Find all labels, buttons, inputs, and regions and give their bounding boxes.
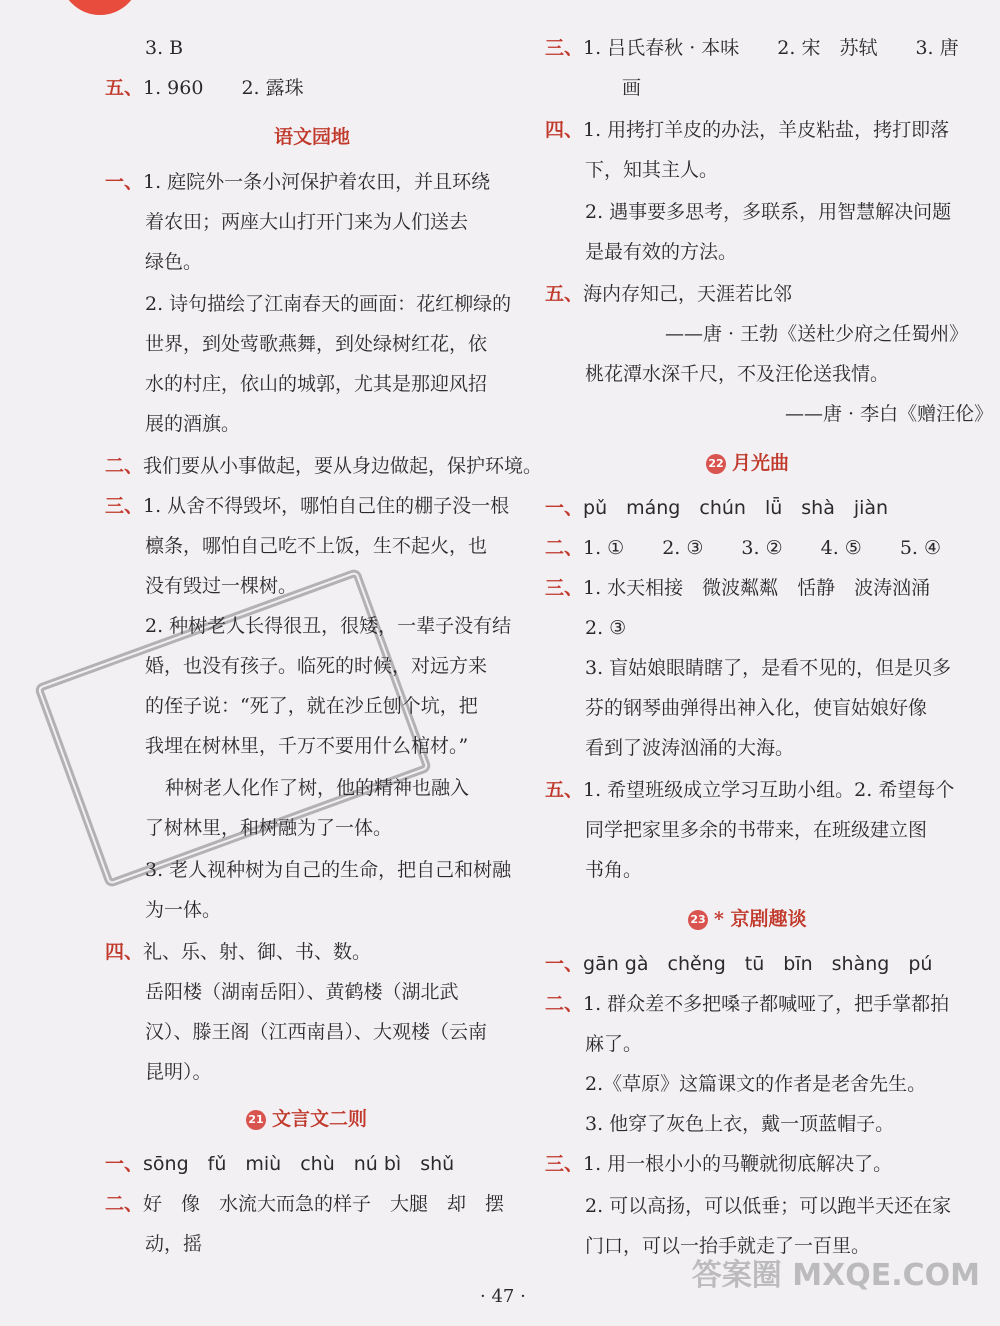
answer-line: 芬的钢琴曲弹得出神入化，使盲姑娘好像	[585, 697, 928, 719]
answer-line: 汉）、滕王阁（江西南昌）、大观楼（云南	[145, 1021, 488, 1043]
answer-line: 3. B	[145, 37, 184, 59]
section-number: 四、	[105, 941, 144, 963]
section-number: 三、	[545, 37, 584, 59]
answer-text: 1. 从舍不得毁坏，哪怕自己住的棚子没一根	[143, 495, 510, 517]
answer-line: 门口，可以一抬手就走了一百里。	[585, 1235, 871, 1257]
answer-line	[545, 776, 954, 804]
answer-line	[105, 1190, 504, 1218]
answer-line: 为一体。	[145, 899, 222, 921]
lesson-title: 月光曲	[732, 452, 790, 474]
answer-line: 书角。	[585, 859, 643, 881]
answer-line: 3. 盲姑娘眼睛瞎了，是看不见的，但是贝多	[585, 657, 952, 679]
answer-text: 海内存知己，天涯若比邻	[583, 283, 793, 305]
section-number: 二、	[545, 993, 584, 1015]
answer-line	[545, 34, 959, 62]
lesson-heading	[688, 904, 807, 931]
answer-line: 同学把家里多余的书带来，在班级建立图	[585, 819, 928, 841]
answer-line: 了树林里，和树融为了一体。	[145, 817, 393, 839]
lesson-number-badge: 22	[706, 454, 726, 474]
section-number: 三、	[545, 577, 584, 599]
answer-line	[105, 492, 509, 520]
section-number: 五、	[105, 77, 144, 99]
section-number: 二、	[545, 537, 584, 559]
section-number: 三、	[105, 495, 144, 517]
answer-line: 2. 诗句描绘了江南春天的画面：花红柳绿的	[145, 293, 512, 315]
answer-line: 下，知其主人。	[585, 159, 719, 181]
answer-text: 好 像 水流大而急的样子 大腿 却 摆	[143, 1193, 505, 1215]
answer-line: 2. 可以高扬，可以低垂；可以跑半天还在家	[585, 1195, 952, 1217]
answer-line: 世界，到处莺歌燕舞，到处绿树红花，依	[145, 333, 488, 355]
answer-line	[545, 116, 949, 144]
answer-line	[545, 280, 792, 308]
poem-citation: ——唐 · 王勃《送杜少府之任蜀州》	[665, 323, 969, 345]
pinyin-text: gān gà chěng tū bīn shàng pú	[583, 953, 933, 975]
answer-line: 画	[622, 77, 642, 99]
lesson-number-badge: 23	[688, 910, 708, 930]
lesson-heading	[706, 448, 789, 475]
answer-text: 1. 吕氏春秋 · 本味 2. 宋 苏轼 3. 唐	[583, 37, 959, 59]
answer-line	[545, 1150, 892, 1178]
page-number: · 47 ·	[480, 1286, 526, 1307]
answer-line: 看到了波涛汹涌的大海。	[585, 737, 795, 759]
section-number: 三、	[545, 1153, 584, 1175]
answer-line	[545, 950, 932, 978]
answer-line: 是最有效的方法。	[585, 241, 738, 263]
answer-line: 岳阳楼（湖南岳阳）、黄鹤楼（湖北武	[145, 981, 459, 1003]
section-number: 五、	[545, 779, 584, 801]
lesson-number-badge: 21	[246, 1110, 266, 1130]
section-number: 一、	[105, 1153, 144, 1175]
answer-line: 动，摇	[145, 1233, 203, 1255]
section-heading: 语文园地	[274, 126, 351, 148]
answer-line	[545, 990, 949, 1018]
answer-line: 2. 种树老人长得很丑，很矮，一辈子没有结	[145, 615, 512, 637]
answer-line: 昆明）。	[145, 1061, 212, 1083]
corner-decoration	[60, 0, 140, 15]
answer-line: 绿色。	[145, 251, 203, 273]
answer-line	[545, 494, 888, 522]
poem-citation: ——唐 · 李白《赠汪伦》	[785, 403, 994, 425]
answer-text: 1. ① 2. ③ 3. ② 4. ⑤ 5. ④	[583, 537, 942, 559]
answer-line: 我埋在树林里，千万不要用什么棺材。”	[145, 735, 469, 757]
answer-text: 1. 水天相接 微波粼粼 恬静 波涛汹涌	[583, 577, 931, 599]
section-number: 一、	[545, 497, 584, 519]
answer-line: 水的村庄，依山的城郭，尤其是那迎风招	[145, 373, 488, 395]
answer-text: 1. 用拷打羊皮的办法，羊皮粘盐，拷打即落	[583, 119, 950, 141]
answer-line	[545, 574, 930, 602]
section-number: 一、	[545, 953, 584, 975]
site-watermark: 答案圈 MXQE.COM	[691, 1258, 980, 1293]
section-number: 五、	[545, 283, 584, 305]
answer-line	[545, 534, 941, 562]
lesson-title: 文言文二则	[272, 1108, 368, 1130]
section-number: 一、	[105, 171, 144, 193]
answer-line: 3. 老人视种树为自己的生命，把自己和树融	[145, 859, 512, 881]
pinyin-text: sōng fǔ miù chù nú bì shǔ	[143, 1153, 455, 1175]
answer-line: 种树老人化作了树，他的精神也融入	[165, 777, 470, 799]
answer-text: 礼、乐、射、御、书、数。	[143, 941, 372, 963]
answer-line: 的侄子说：“死了，就在沙丘刨个坑，把	[145, 695, 478, 717]
answer-line: 婚，也没有孩子。临死的时候，对远方来	[145, 655, 488, 677]
answer-line: 着农田；两座大山打开门来为人们送去	[145, 211, 469, 233]
lesson-title: * 京剧趣谈	[714, 908, 807, 930]
answer-text: 1. 用一根小小的马鞭就彻底解决了。	[583, 1153, 893, 1175]
answer-text: 1. 群众差不多把嗓子都喊哑了，把手掌都拍	[583, 993, 950, 1015]
lesson-heading	[246, 1104, 367, 1131]
answer-line	[105, 168, 490, 196]
answer-line: 麻了。	[585, 1033, 643, 1055]
answer-line	[105, 938, 371, 966]
pinyin-text: pǔ máng chún lǖ shà jiàn	[583, 497, 889, 519]
answer-line	[105, 1150, 454, 1178]
answer-line: 檩条，哪怕自己吃不上饭，生不起火，也	[145, 535, 488, 557]
answer-text: 1. 希望班级成立学习互助小组。2. 希望每个	[583, 779, 955, 801]
section-number: 二、	[105, 455, 144, 477]
answer-line: 2. 遇事要多思考，多联系，用智慧解决问题	[585, 201, 952, 223]
answer-line: 2.《草原》这篇课文的作者是老舍先生。	[585, 1073, 927, 1095]
answer-line: 展的酒旗。	[145, 413, 241, 435]
answer-line: 3. 他穿了灰色上衣，戴一顶蓝帽子。	[585, 1113, 895, 1135]
answer-line: 没有毁过一棵树。	[145, 575, 298, 597]
answer-line	[105, 74, 304, 102]
answer-line	[105, 452, 542, 480]
answer-line: 桃花潭水深千尺，不及汪伦送我情。	[585, 363, 890, 385]
answer-text: 1. 960 2. 露珠	[143, 77, 304, 99]
answer-text: 1. 庭院外一条小河保护着农田，并且环绕	[143, 171, 491, 193]
section-number: 二、	[105, 1193, 144, 1215]
answer-line: 2. ③	[585, 617, 627, 639]
answer-text: 我们要从小事做起，要从身边做起，保护环境。	[143, 455, 543, 477]
section-number: 四、	[545, 119, 584, 141]
